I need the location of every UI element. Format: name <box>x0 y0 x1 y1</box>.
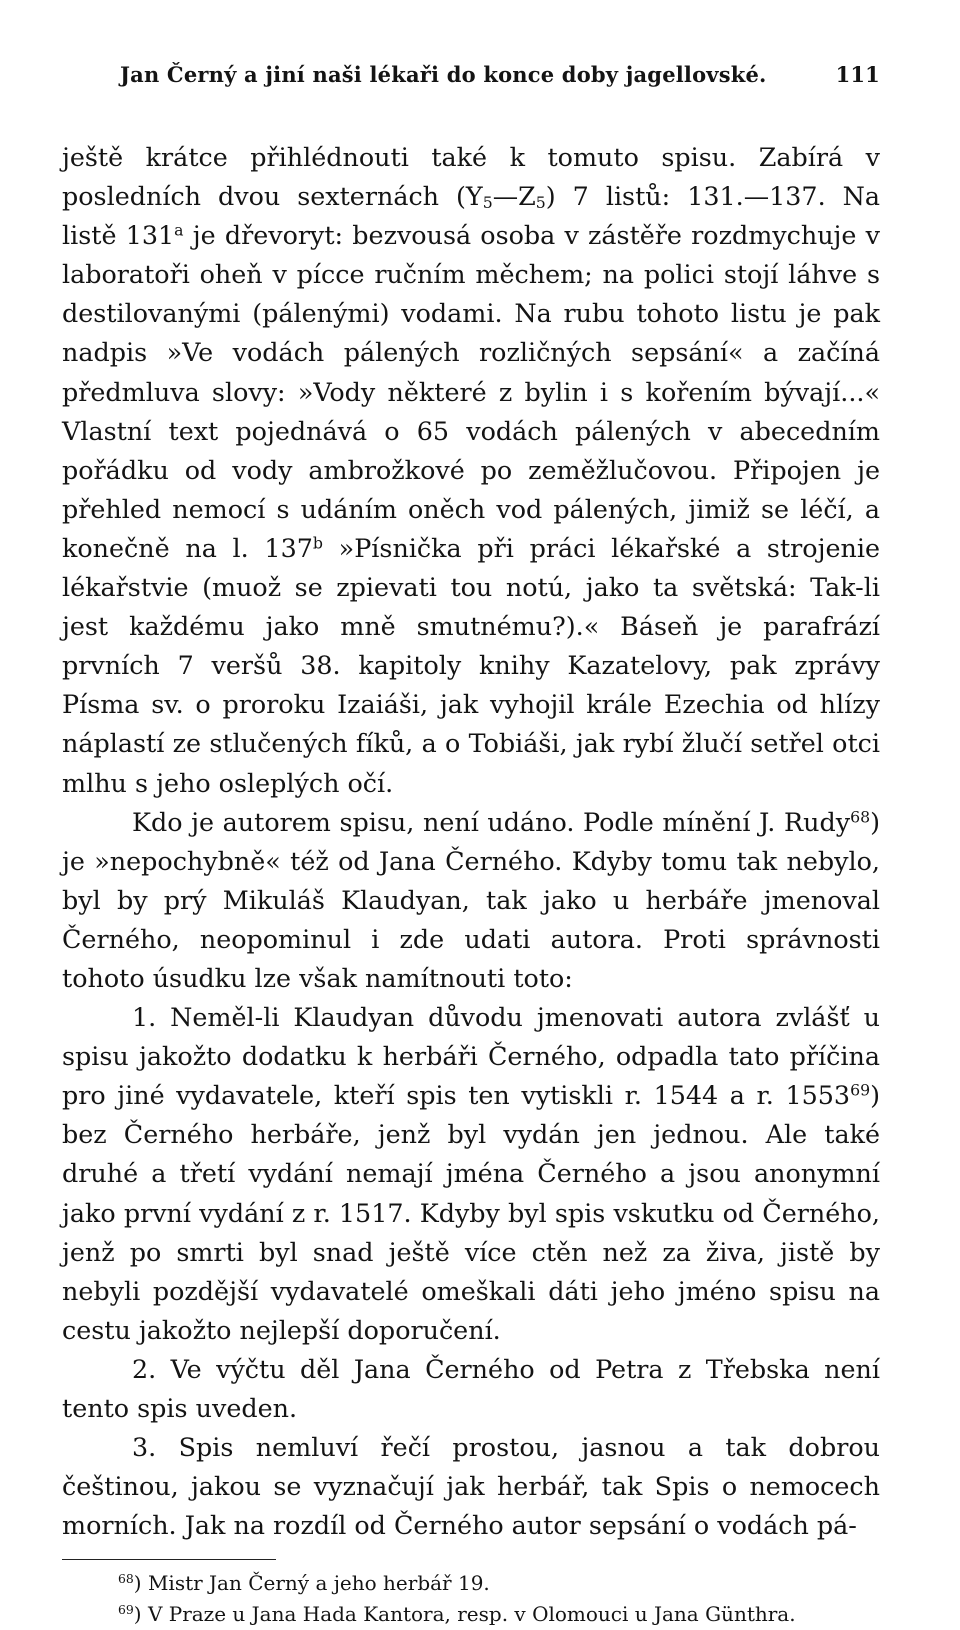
subscript: 5 <box>482 193 493 213</box>
body-text <box>62 138 880 1545</box>
paragraph <box>62 803 880 998</box>
text-run: ) 7 listů: 131.—137. Na listě 131 <box>62 181 880 251</box>
text-run: »Písnička při práci lékařské a strojenie lékařstvie (muož se zpievati tou notú, jako ta světská: Tak-li jest každému jako mně smutnému?).« Báseň je parafrází prvních 7 veršů 38. kapitoly knihy Kazatelovy, pak zprávy Písma sv. o proroku Izaiáši, jak vyhojil krále Ezechia od hlízy náplastí ze stlučených fíků, a o Tobiáši, jak rybí žlučí setřel otci mlhu s jeho oslepl‌ých očí. <box>62 532 880 798</box>
running-head <box>62 62 880 106</box>
text-run: je dřevoryt: bezvousá osoba v zástěře rozdmychuje v laboratoři oheň v pícce ručním měchem; na polici stojí láhve s destilovanými (pálenými) vodami. Na rubu tohoto listu je pak nadpis »Ve vodách pálených rozličných sepsání« a začíná předmluva slovy: »Vody některé z bylin i s kořením bývají...« Vlastní text pojednává o 65 vodách pálených v abecedním pořádku od vody ambrožkové po zeměžlučovou. Připojen je přehled nemocí s udáním oněch vod pálených, jimiž se léčí, a konečně na l. 137 <box>62 220 880 563</box>
footnote <box>62 1568 880 1599</box>
paragraph <box>62 138 880 803</box>
footnote-mark: 68 <box>118 1571 134 1587</box>
text-run: —Z <box>492 181 536 212</box>
book-page <box>62 62 880 1627</box>
text-run: ) je »nepochybně« též od Jana Černého. Kdyby tomu tak nebylo, byl by prý Mikuláš Klaudyan, tak jako u herbáře jmenoval Černého, neopominul i zde udati autora. Proti správnosti tohoto úsudku lze však namítnouti toto: <box>62 806 880 993</box>
paragraph <box>62 1350 880 1428</box>
footnote-text: ) Mistr Jan Černý a jeho herbář 19. <box>133 1571 490 1596</box>
superscript: b <box>312 533 323 553</box>
footnotes <box>62 1568 880 1630</box>
text-run: ještě krátce přihlédnouti také k tomuto spisu. Zabírá v posledních dvou sexternách (Y <box>62 142 880 212</box>
subscript: 5 <box>535 193 546 213</box>
running-title: Jan Černý a jiní naši lékaři do konce doby jagellovské. <box>120 62 767 87</box>
superscript: 68 <box>850 806 871 826</box>
paragraph <box>62 1428 880 1545</box>
footnote-mark: 69 <box>118 1602 134 1618</box>
superscript: 69 <box>850 1080 871 1100</box>
text-run: Kdo je autorem spisu, není udáno. Podle mínění J. Rudy <box>132 806 851 837</box>
footnote-divider <box>62 1559 276 1560</box>
footnote <box>62 1599 880 1630</box>
text-run: 2. Ve výčtu děl Jana Černého od Petra z Třebska není tento spis uveden. <box>62 1353 880 1423</box>
paragraph <box>62 998 880 1350</box>
text-run: ) bez Černého herbáře, jenž byl vydán jen jednou. Ale také druhé a třetí vydání nemají jména Černého a jsou anonymní jako první vydání z r. 1517. Kdyby byl spis vskutku od Černého, jenž po smrti byl snad ještě více ctěn než za živa, jistě by nebyli pozdější vydavatelé omeškali dáti jeho jméno spisu na cestu jakožto nejlepší doporučení. <box>62 1080 880 1345</box>
superscript: a <box>174 220 184 240</box>
page-number: 111 <box>835 62 880 87</box>
text-run: 3. Spis nemluví řečí prostou, jasnou a tak dobrou češtinou, jakou se vyznačují jak herbář, tak Spis o nemocech morních. Jak na rozdíl od Černého autor sepsání o vodách pá- <box>62 1432 880 1541</box>
text-run: 1. Neměl-li Klaudyan důvodu jmenovati autora zvlášť u spisu jakožto dodatku k herbáři Černého, odpadla tato příčina pro jiné vydavatele, kteří spis ten vytiskli r. 1544 a r. 1553 <box>62 1002 880 1111</box>
footnote-text: ) V Praze u Jana Hada Kantora, resp. v Olomouci u Jana Günthra. <box>133 1602 796 1627</box>
